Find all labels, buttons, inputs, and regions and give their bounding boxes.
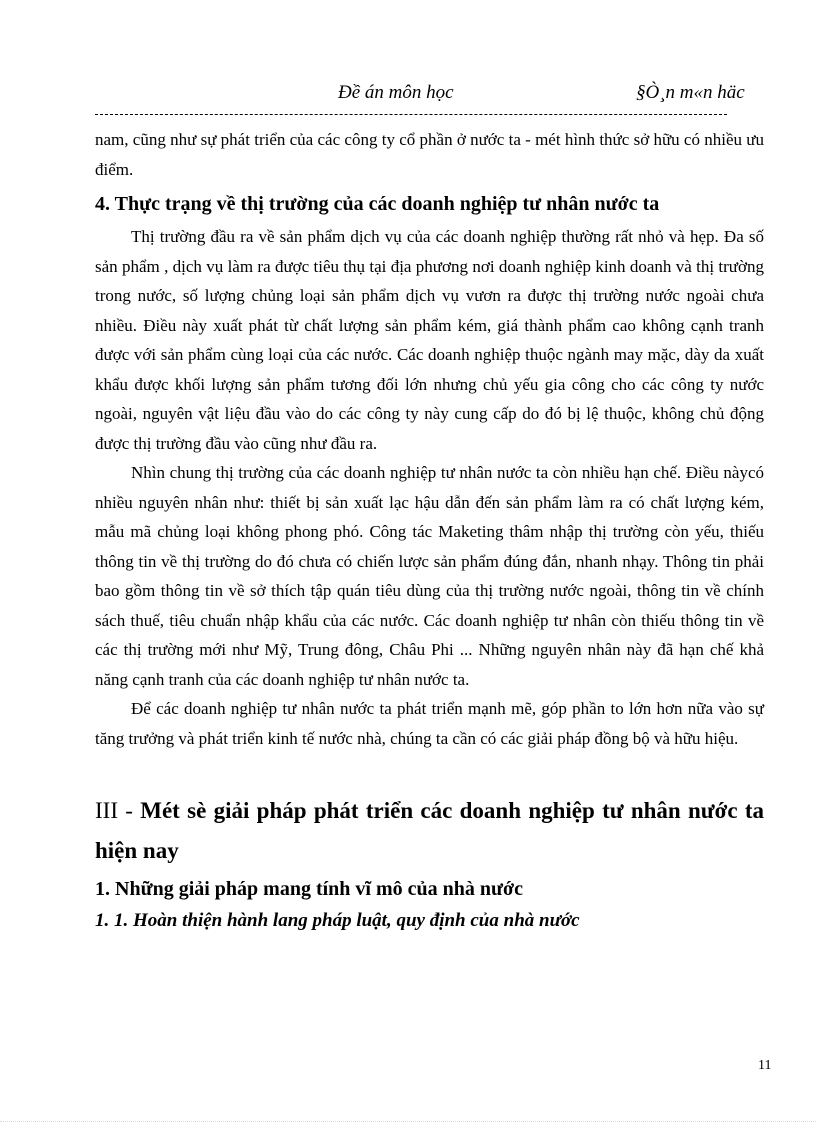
document-body — [95, 125, 764, 937]
chapter-title: Mét sè giải pháp phát triển các doanh nghiệp tư nhân nước ta hiện nay — [95, 798, 765, 863]
header-title-legacy-encoding: §Ò¸n m«n häc — [636, 82, 745, 103]
paragraph-solutions-intro: Để các doanh nghiệp tư nhân nước ta phát triển mạnh mẽ, góp phần to lớn hơn nữa vào sự tăng trưởng và phát triển kinh tế nước nhà, chúng ta cần có các giải pháp đồng bộ và hữu hiệu. — [95, 699, 764, 748]
chapter-heading-iii — [95, 791, 764, 871]
page-number: 11 — [758, 1058, 772, 1073]
chapter-numeral: III - — [95, 798, 133, 823]
subsection-heading-1: 1. Những giải pháp mang tính vĩ mô của nhà nước — [95, 878, 523, 900]
paragraph-continuation: nam, cũng như sự phát triển của các công ty cổ phần ở nước ta - mét hình thức sở hữu có nhiều ưu điểm. — [95, 130, 764, 179]
section-heading-4: 4. Thực trạng về thị trường của các doanh nghiệp tư nhân nước ta — [95, 193, 660, 215]
header-divider — [95, 114, 727, 115]
header-title: Đề án môn học — [338, 82, 454, 103]
page-bottom-border — [0, 1121, 816, 1122]
subsection-heading-1-1: 1. 1. Hoàn thiện hành lang pháp luật, quy định của nhà nước — [95, 910, 580, 931]
paragraph-market-limitations: Nhìn chung thị trường của các doanh nghiệp tư nhân nước ta còn nhiều hạn chế. Điều nàycó nhiều nguyên nhân như: thiết bị sản xuất lạc hậu dẫn đến sản phẩm làm ra có chất lượng kém, mẫu mã chủng loại không phong phó. Công tác Maketing thâm nhập thị trường còn yếu, thiếu thông tin về thị trường do đó chưa có chiến lược sản phẩm đúng đắn, nhanh nhạy. Thông tin phải bao gồm thông tin về sở thích tập quán tiêu dùng của thị trường nước ngoài, thông tin về chính sách thuế, tiêu chuẩn nhập khẩu của các nước. Các doanh nghiệp tư nhân còn thiếu thông tin về các thị trường mới như Mỹ, Trung đông, Châu Phi ... Những nguyên nhân này đã hạn chế khả năng cạnh tranh của các doanh nghiệp tư nhân nước ta. — [95, 463, 764, 689]
paragraph-market-output: Thị trường đầu ra về sản phẩm dịch vụ của các doanh nghiệp thường rất nhỏ và hẹp. Đa số sản phẩm , dịch vụ làm ra được tiêu thụ tại địa phương nơi doanh nghiệp kinh doanh và thị trường trong nước, số lượng chủng loại sản phẩm dịch vụ vươn ra được thị trường nước ngoài chưa nhiều. Điều này xuất phát từ chất lượng sản phẩm kém, giá thành phẩm cao không cạnh tranh được với sản phẩm cùng loại của các nước. Các doanh nghiệp thuộc ngành may mặc, dày da xuất khẩu được khối lượng sản phẩm tương đối lớn nhưng chủ yếu gia công cho các công ty nước ngoài, nguyên vật liệu đầu vào do các công ty này cung cấp do đó bị lệ thuộc, không chủ động được thị trường đầu vào cũng như đầu ra. — [95, 227, 764, 453]
